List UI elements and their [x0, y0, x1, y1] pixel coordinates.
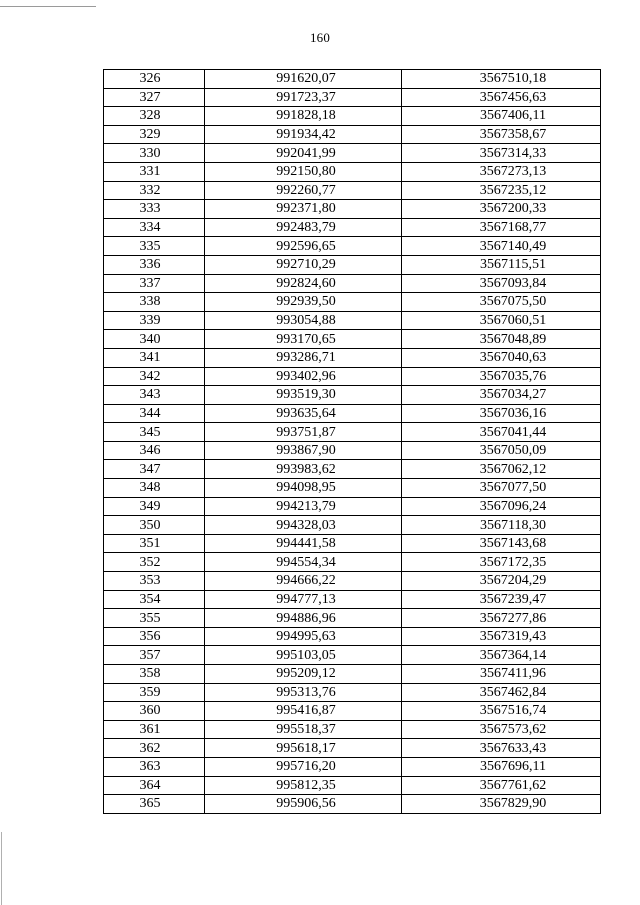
- point-number-cell: 328: [104, 107, 205, 126]
- point-number-cell: 327: [104, 88, 205, 107]
- point-number-cell: 335: [104, 237, 205, 256]
- y-coordinate-cell: 3567456,63: [402, 88, 601, 107]
- point-number-cell: 351: [104, 534, 205, 553]
- point-number-cell: 346: [104, 441, 205, 460]
- table-row: [104, 293, 601, 312]
- point-number-cell: 338: [104, 293, 205, 312]
- coordinates-table-body: [104, 70, 601, 814]
- x-coordinate-cell: 991723,37: [205, 88, 402, 107]
- table-row: [104, 330, 601, 349]
- point-number-cell: 337: [104, 274, 205, 293]
- point-number-cell: 341: [104, 348, 205, 367]
- point-number-cell: 365: [104, 795, 205, 814]
- x-coordinate-cell: 993867,90: [205, 441, 402, 460]
- table-row: [104, 144, 601, 163]
- x-coordinate-cell: 991934,42: [205, 125, 402, 144]
- y-coordinate-cell: 3567093,84: [402, 274, 601, 293]
- x-coordinate-cell: 994441,58: [205, 534, 402, 553]
- y-coordinate-cell: 3567358,67: [402, 125, 601, 144]
- table-row: [104, 553, 601, 572]
- table-row: [104, 479, 601, 498]
- table-row: [104, 572, 601, 591]
- point-number-cell: 350: [104, 516, 205, 535]
- y-coordinate-cell: 3567319,43: [402, 627, 601, 646]
- x-coordinate-cell: 994328,03: [205, 516, 402, 535]
- table-row: [104, 125, 601, 144]
- x-coordinate-cell: 993286,71: [205, 348, 402, 367]
- y-coordinate-cell: 3567041,44: [402, 423, 601, 442]
- x-coordinate-cell: 994886,96: [205, 609, 402, 628]
- x-coordinate-cell: 995416,87: [205, 702, 402, 721]
- y-coordinate-cell: 3567406,11: [402, 107, 601, 126]
- table-row: [104, 162, 601, 181]
- point-number-cell: 360: [104, 702, 205, 721]
- table-row: [104, 516, 601, 535]
- table-row: [104, 218, 601, 237]
- table-row: [104, 367, 601, 386]
- y-coordinate-cell: 3567411,96: [402, 665, 601, 684]
- scan-edge-line-left: [1, 832, 2, 905]
- x-coordinate-cell: 991828,18: [205, 107, 402, 126]
- point-number-cell: 330: [104, 144, 205, 163]
- table-row: [104, 683, 601, 702]
- table-row: [104, 497, 601, 516]
- x-coordinate-cell: 994666,22: [205, 572, 402, 591]
- point-number-cell: 329: [104, 125, 205, 144]
- point-number-cell: 334: [104, 218, 205, 237]
- x-coordinate-cell: 992260,77: [205, 181, 402, 200]
- x-coordinate-cell: 993635,64: [205, 404, 402, 423]
- table-row: [104, 386, 601, 405]
- point-number-cell: 332: [104, 181, 205, 200]
- x-coordinate-cell: 994554,34: [205, 553, 402, 572]
- point-number-cell: 333: [104, 200, 205, 219]
- table-row: [104, 460, 601, 479]
- x-coordinate-cell: 993402,96: [205, 367, 402, 386]
- y-coordinate-cell: 3567829,90: [402, 795, 601, 814]
- point-number-cell: 357: [104, 646, 205, 665]
- y-coordinate-cell: 3567036,16: [402, 404, 601, 423]
- table-row: [104, 274, 601, 293]
- table-row: [104, 70, 601, 89]
- y-coordinate-cell: 3567077,50: [402, 479, 601, 498]
- x-coordinate-cell: 995618,17: [205, 739, 402, 758]
- point-number-cell: 343: [104, 386, 205, 405]
- table-row: [104, 590, 601, 609]
- y-coordinate-cell: 3567172,35: [402, 553, 601, 572]
- point-number-cell: 363: [104, 757, 205, 776]
- x-coordinate-cell: 992483,79: [205, 218, 402, 237]
- table-row: [104, 348, 601, 367]
- point-number-cell: 347: [104, 460, 205, 479]
- point-number-cell: 344: [104, 404, 205, 423]
- y-coordinate-cell: 3567118,30: [402, 516, 601, 535]
- scan-edge-line-top: [0, 6, 96, 7]
- table-row: [104, 88, 601, 107]
- table-row: [104, 720, 601, 739]
- point-number-cell: 326: [104, 70, 205, 89]
- y-coordinate-cell: 3567075,50: [402, 293, 601, 312]
- point-number-cell: 336: [104, 255, 205, 274]
- x-coordinate-cell: 994098,95: [205, 479, 402, 498]
- x-coordinate-cell: 992041,99: [205, 144, 402, 163]
- x-coordinate-cell: 995906,56: [205, 795, 402, 814]
- y-coordinate-cell: 3567364,14: [402, 646, 601, 665]
- x-coordinate-cell: 994213,79: [205, 497, 402, 516]
- point-number-cell: 340: [104, 330, 205, 349]
- x-coordinate-cell: 991620,07: [205, 70, 402, 89]
- table-row: [104, 404, 601, 423]
- point-number-cell: 349: [104, 497, 205, 516]
- y-coordinate-cell: 3567239,47: [402, 590, 601, 609]
- x-coordinate-cell: 992939,50: [205, 293, 402, 312]
- point-number-cell: 331: [104, 162, 205, 181]
- x-coordinate-cell: 995518,37: [205, 720, 402, 739]
- x-coordinate-cell: 992710,29: [205, 255, 402, 274]
- y-coordinate-cell: 3567096,24: [402, 497, 601, 516]
- y-coordinate-cell: 3567510,18: [402, 70, 601, 89]
- y-coordinate-cell: 3567115,51: [402, 255, 601, 274]
- y-coordinate-cell: 3567168,77: [402, 218, 601, 237]
- x-coordinate-cell: 995812,35: [205, 776, 402, 795]
- table-row: [104, 237, 601, 256]
- table-row: [104, 739, 601, 758]
- point-number-cell: 352: [104, 553, 205, 572]
- y-coordinate-cell: 3567050,09: [402, 441, 601, 460]
- x-coordinate-cell: 993519,30: [205, 386, 402, 405]
- y-coordinate-cell: 3567048,89: [402, 330, 601, 349]
- y-coordinate-cell: 3567040,63: [402, 348, 601, 367]
- point-number-cell: 348: [104, 479, 205, 498]
- y-coordinate-cell: 3567761,62: [402, 776, 601, 795]
- y-coordinate-cell: 3567462,84: [402, 683, 601, 702]
- x-coordinate-cell: 994995,63: [205, 627, 402, 646]
- y-coordinate-cell: 3567235,12: [402, 181, 601, 200]
- table-row: [104, 776, 601, 795]
- point-number-cell: 359: [104, 683, 205, 702]
- y-coordinate-cell: 3567696,11: [402, 757, 601, 776]
- y-coordinate-cell: 3567200,33: [402, 200, 601, 219]
- x-coordinate-cell: 995313,76: [205, 683, 402, 702]
- point-number-cell: 353: [104, 572, 205, 591]
- x-coordinate-cell: 992824,60: [205, 274, 402, 293]
- x-coordinate-cell: 995209,12: [205, 665, 402, 684]
- point-number-cell: 339: [104, 311, 205, 330]
- y-coordinate-cell: 3567035,76: [402, 367, 601, 386]
- point-number-cell: 354: [104, 590, 205, 609]
- point-number-cell: 364: [104, 776, 205, 795]
- table-row: [104, 255, 601, 274]
- table-row: [104, 181, 601, 200]
- y-coordinate-cell: 3567034,27: [402, 386, 601, 405]
- table-row: [104, 609, 601, 628]
- point-number-cell: 361: [104, 720, 205, 739]
- table-row: [104, 627, 601, 646]
- table-row: [104, 441, 601, 460]
- point-number-cell: 358: [104, 665, 205, 684]
- table-row: [104, 423, 601, 442]
- x-coordinate-cell: 993751,87: [205, 423, 402, 442]
- y-coordinate-cell: 3567062,12: [402, 460, 601, 479]
- page-number: 160: [309, 30, 331, 45]
- table-row: [104, 311, 601, 330]
- x-coordinate-cell: 994777,13: [205, 590, 402, 609]
- y-coordinate-cell: 3567277,86: [402, 609, 601, 628]
- point-number-cell: 355: [104, 609, 205, 628]
- x-coordinate-cell: 992150,80: [205, 162, 402, 181]
- x-coordinate-cell: 992596,65: [205, 237, 402, 256]
- y-coordinate-cell: 3567573,62: [402, 720, 601, 739]
- x-coordinate-cell: 992371,80: [205, 200, 402, 219]
- y-coordinate-cell: 3567516,74: [402, 702, 601, 721]
- table-row: [104, 702, 601, 721]
- point-number-cell: 345: [104, 423, 205, 442]
- x-coordinate-cell: 993054,88: [205, 311, 402, 330]
- table-row: [104, 107, 601, 126]
- coordinates-table-wrapper: [103, 69, 601, 814]
- y-coordinate-cell: 3567273,13: [402, 162, 601, 181]
- x-coordinate-cell: 995103,05: [205, 646, 402, 665]
- y-coordinate-cell: 3567314,33: [402, 144, 601, 163]
- x-coordinate-cell: 995716,20: [205, 757, 402, 776]
- point-number-cell: 356: [104, 627, 205, 646]
- table-row: [104, 795, 601, 814]
- point-number-cell: 342: [104, 367, 205, 386]
- x-coordinate-cell: 993170,65: [205, 330, 402, 349]
- y-coordinate-cell: 3567204,29: [402, 572, 601, 591]
- table-row: [104, 646, 601, 665]
- y-coordinate-cell: 3567143,68: [402, 534, 601, 553]
- coordinates-table: [103, 69, 601, 814]
- table-row: [104, 757, 601, 776]
- table-row: [104, 200, 601, 219]
- point-number-cell: 362: [104, 739, 205, 758]
- y-coordinate-cell: 3567140,49: [402, 237, 601, 256]
- y-coordinate-cell: 3567060,51: [402, 311, 601, 330]
- table-row: [104, 534, 601, 553]
- y-coordinate-cell: 3567633,43: [402, 739, 601, 758]
- x-coordinate-cell: 993983,62: [205, 460, 402, 479]
- table-row: [104, 665, 601, 684]
